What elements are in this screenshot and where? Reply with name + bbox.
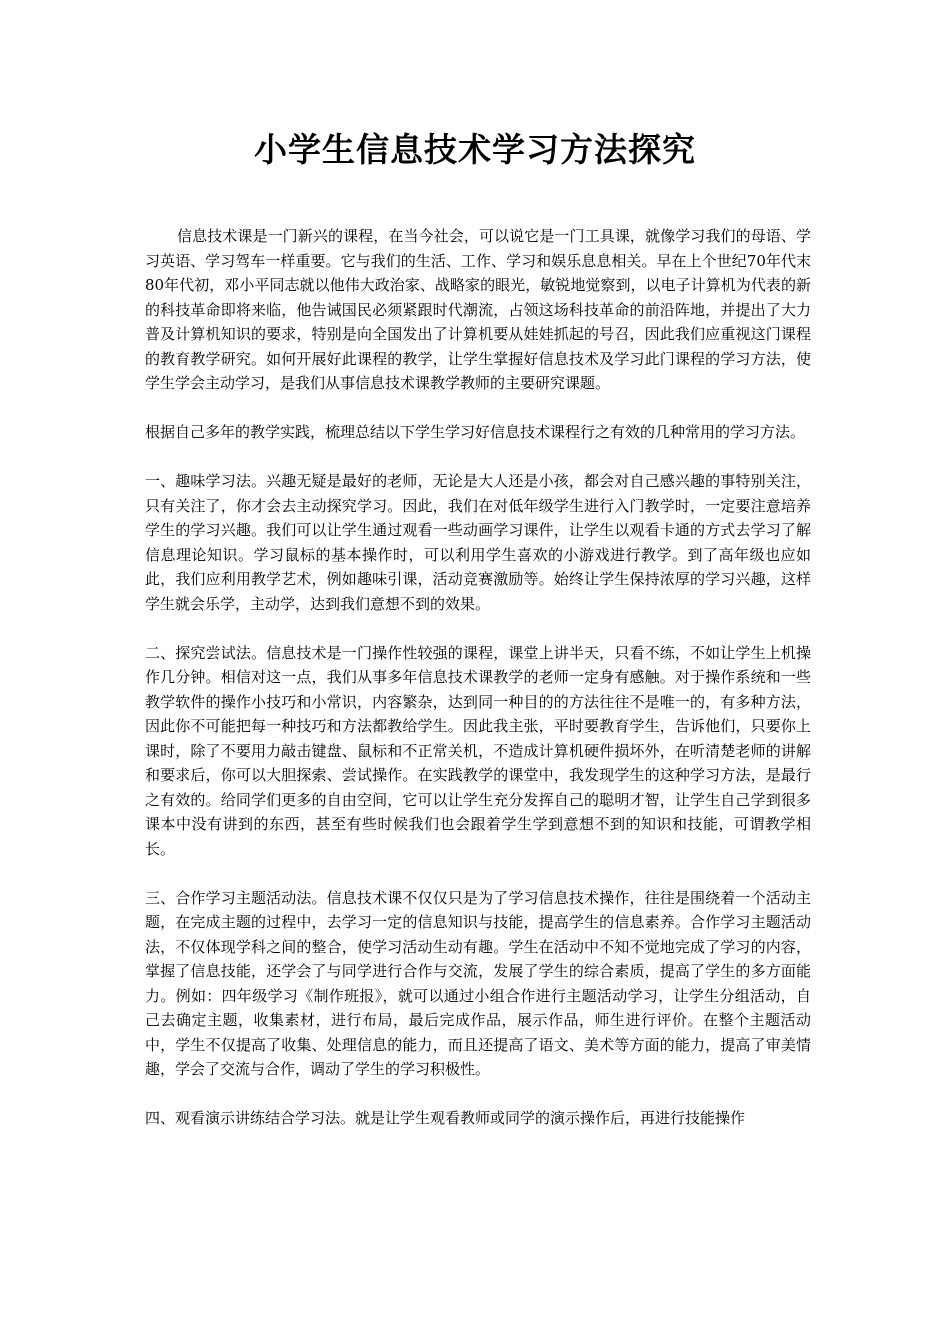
paragraph-method-1: 一、趣味学习法。兴趣无疑是最好的老师，无论是大人还是小孩，都会对自己感兴趣的事特别关注，只有关注了，你才会去主动探究学习。因此，我们在对低年级学生进行入门教学时，一定要注意培养学生的学习兴趣。我们可以让学生通过观看一些动画学习课件，让学生以观看卡通的方式去学习了解信息理论知识。学习鼠标的基本操作时，可以利用学生喜欢的小游戏进行教学。到了高年级也应如此，我们应利用教学艺术，例如趣味引课，活动竞赛激励等。始终让学生保持浓厚的学习兴趣，这样学生就会乐学，主动学，达到我们意想不到的效果。 (145, 472, 811, 613)
document-body (145, 224, 811, 1155)
paragraph-intro: 信息技术课是一门新兴的课程，在当今社会，可以说它是一门工具课，就像学习我们的母语、学习英语、学习驾车一样重要。它与我们的生活、工作、学习和娱乐息息相关。早在上个世纪70年代末80年代初，邓小平同志就以他伟大政治家、战略家的眼光，敏锐地觉察到，以电子计算机为代表的新的科技革命即将来临，他告诫国民必须紧跟时代潮流，占领这场科技革命的前沿阵地，并提出了大力普及计算机知识的要求，特别是向全国发出了计算机要从娃娃抓起的号召，因此我们应重视这门课程的教育教学研究。如何开展好此课程的教学，让学生掌握好信息技术及学习此门课程的学习方法，使学生学会主动学习，是我们从事信息技术课教学教师的主要研究课题。 (145, 227, 811, 392)
paragraph-method-3: 三、合作学习主题活动法。信息技术课不仅仅只是为了学习信息技术操作，往往是围绕着一个活动主题，在完成主题的过程中，去学习一定的信息知识与技能，提高学生的信息素养。合作学习主题活动法，不仅体现学科之间的整合，使学习活动生动有趣。学生在活动中不知不觉地完成了学习的内容，掌握了信息技能，还学会了与同学进行合作与交流，发展了学生的综合素质，提高了学生的多方面能力。例如：四年级学习《制作班报》，就可以通过小组合作进行主题活动学习，让学生分组活动，自己去确定主题，收集素材，进行布局，最后完成作品，展示作品，师生进行评价。在整个主题活动中，学生不仅提高了收集、处理信息的能力，而且还提高了语文、美术等方面的能力，提高了审美情趣，学会了交流与合作，调动了学生的学习积极性。 (145, 888, 811, 1078)
document-title: 小学生信息技术学习方法探究 (254, 130, 696, 169)
paragraph-method-4: 四、观看演示讲练结合学习法。就是让学生观看教师或同学的演示操作后，再进行技能操作 (145, 1109, 746, 1127)
paragraph-method-2: 二、探究尝试法。信息技术是一门操作性较强的课程，课堂上讲半天，只看不练，不如让学生上机操作几分钟。相信对这一点，我们从事多年信息技术课教学的老师一定身有感触。对于操作系统和一些教学软件的操作小技巧和小常识，内容繁杂，达到同一种目的的方法往往不是唯一的，有多种方法，因此你不可能把每一种技巧和方法都教给学生。因此我主张，平时要教育学生，告诉他们，只要你上课时，除了不要用力敲击键盘、鼠标和不正常关机，不造成计算机硬件损坏外，在听清楚老师的讲解和要求后，你可以大胆探索、尝试操作。在实践教学的课堂中，我发现学生的这种学习方法，是最行之有效的。给同学们更多的自由空间，它可以让学生充分发挥自己的聪明才智，让学生自己学到很多课本中没有讲到的东西，甚至有些时候我们也会跟着学生学到意想不到的知识和技能，可谓教学相长。 (145, 643, 811, 858)
paragraph-summary: 根据自己多年的教学实践，梳理总结以下学生学习好信息技术课程行之有效的几种常用的学习方法。 (145, 423, 806, 441)
